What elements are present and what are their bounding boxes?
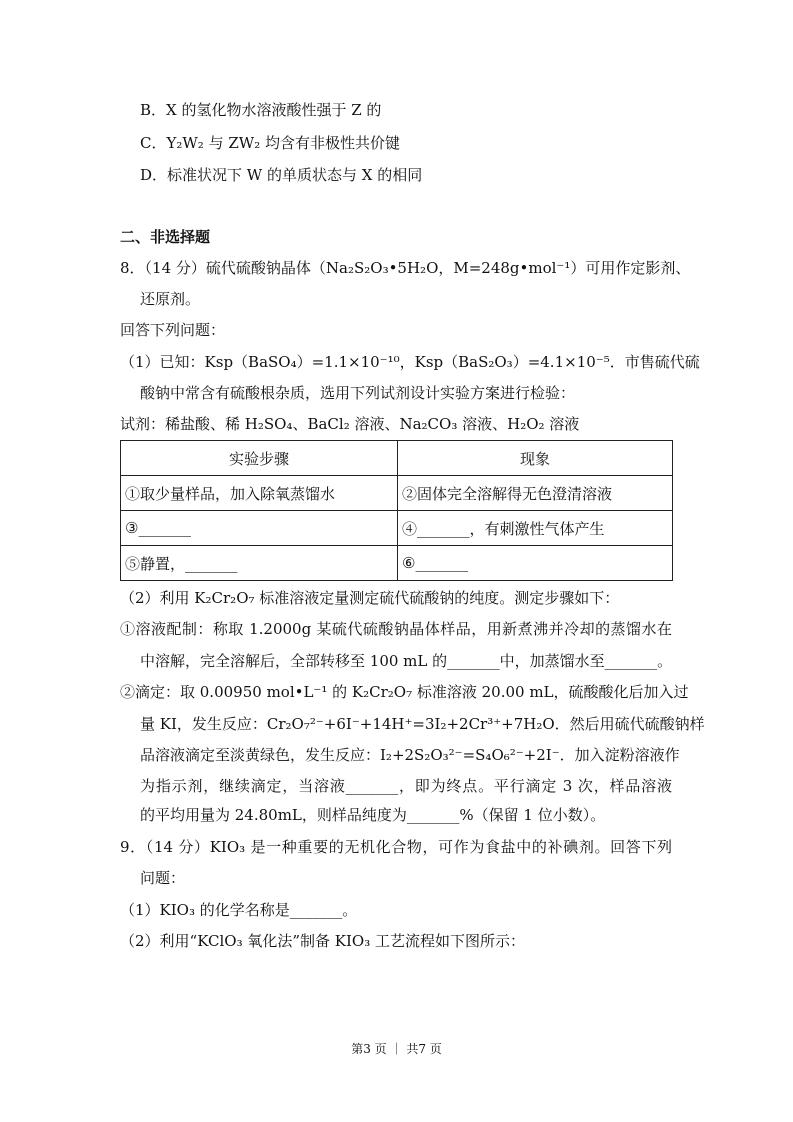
table-header: 现象: [398, 441, 673, 476]
table-row: [121, 476, 673, 511]
table-header: 实验步骤: [121, 441, 398, 476]
q9-part2: （2）利用“KClO₃ 氧化法”制备 KIO₃ 工艺流程如下图所示：: [120, 932, 526, 950]
q8-part2: （2）利用 K₂Cr₂O₇ 标准溶液定量测定硫代硫酸钠的纯度。测定步骤如下：: [120, 589, 620, 607]
q8-part2-step2-cont: 的平均用量为 24.80mL，则样品纯度为_______%（保留 1 位小数）。: [140, 806, 606, 824]
q8-prompt: 回答下列问题：: [120, 321, 226, 339]
option-b: B．X 的氢化物水溶液酸性强于 Z 的: [140, 101, 382, 119]
q8-part2-step2: ②滴定：取 0.00950 mol•L⁻¹ 的 K₂Cr₂O₇ 标准溶液 20.00 mL，硫酸酸化后加入过: [120, 683, 689, 701]
option-c: C．Y₂W₂ 与 ZW₂ 均含有非极性共价键: [140, 134, 400, 152]
q9-stem-cont: 问题：: [140, 869, 186, 887]
table-cell: ③_______: [121, 511, 398, 546]
section-title: 二、非选择题: [120, 228, 211, 246]
table-header-row: [121, 441, 673, 476]
option-d: D．标准状况下 W 的单质状态与 X 的相同: [140, 166, 423, 184]
table-row: [121, 511, 673, 546]
q8-part2-step1-cont: 中溶解，完全溶解后，全部转移至 100 mL 的_______中，加蒸馏水至_______。: [140, 652, 673, 670]
q8-stem-cont: 还原剂。: [140, 290, 201, 308]
q8-part2-step1: ①溶液配制：称取 1.2000g 某硫代硫酸钠晶体样品，用新煮沸并冷却的蒸馏水在: [120, 620, 672, 638]
table-cell: ②固体完全溶解得无色澄清溶液: [398, 476, 673, 511]
q9-stem: 9．（14 分）KIO₃ 是一种重要的无机化合物，可作为食盐中的补碘剂。回答下列: [120, 838, 672, 856]
table-cell: ④_______，有刺激性气体产生: [398, 511, 673, 546]
table-cell: ⑤静置，_______: [121, 546, 398, 581]
q8-stem: 8．（14 分）硫代硫酸钠晶体（Na₂S₂O₃•5H₂O，M=248g•mol⁻¹）可用作定影剂、: [120, 259, 691, 277]
q9-part1: （1）KIO₃ 的化学名称是_______。: [120, 901, 358, 919]
q8-part1: （1）已知：Ksp（BaSO₄）=1.1×10⁻¹⁰，Ksp（BaS₂O₃）=4.1×10⁻⁵．市售硫代硫: [120, 353, 700, 371]
table-cell: ⑥_______: [398, 546, 673, 581]
table-row: [121, 546, 673, 581]
q8-part2-step2-cont: 品溶液滴定至淡黄绿色，发生反应：I₂+2S₂O₃²⁻=S₄O₆²⁻+2I⁻．加入淀粉溶液作: [140, 746, 680, 764]
q8-part2-step2-cont: 量 KI，发生反应：Cr₂O₇²⁻+6I⁻+14H⁺=3I₂+2Cr³⁺+7H₂O．然后用硫代硫酸钠样: [140, 715, 705, 733]
q8-part2-step2-cont: 为指示剂，继续滴定，当溶液_______，即为终点。平行滴定 3 次，样品溶液: [140, 777, 672, 795]
table-cell: ①取少量样品，加入除氧蒸馏水: [121, 476, 398, 511]
q8-part1-cont: 酸钠中常含有硫酸根杂质，选用下列试剂设计实验方案进行检验：: [140, 384, 576, 402]
experiment-table: [120, 440, 673, 581]
page-footer: 第3 页 ｜ 共7 页: [351, 1042, 442, 1056]
q8-reagents: 试剂：稀盐酸、稀 H₂SO₄、BaCl₂ 溶液、Na₂CO₃ 溶液、H₂O₂ 溶液: [120, 415, 580, 433]
